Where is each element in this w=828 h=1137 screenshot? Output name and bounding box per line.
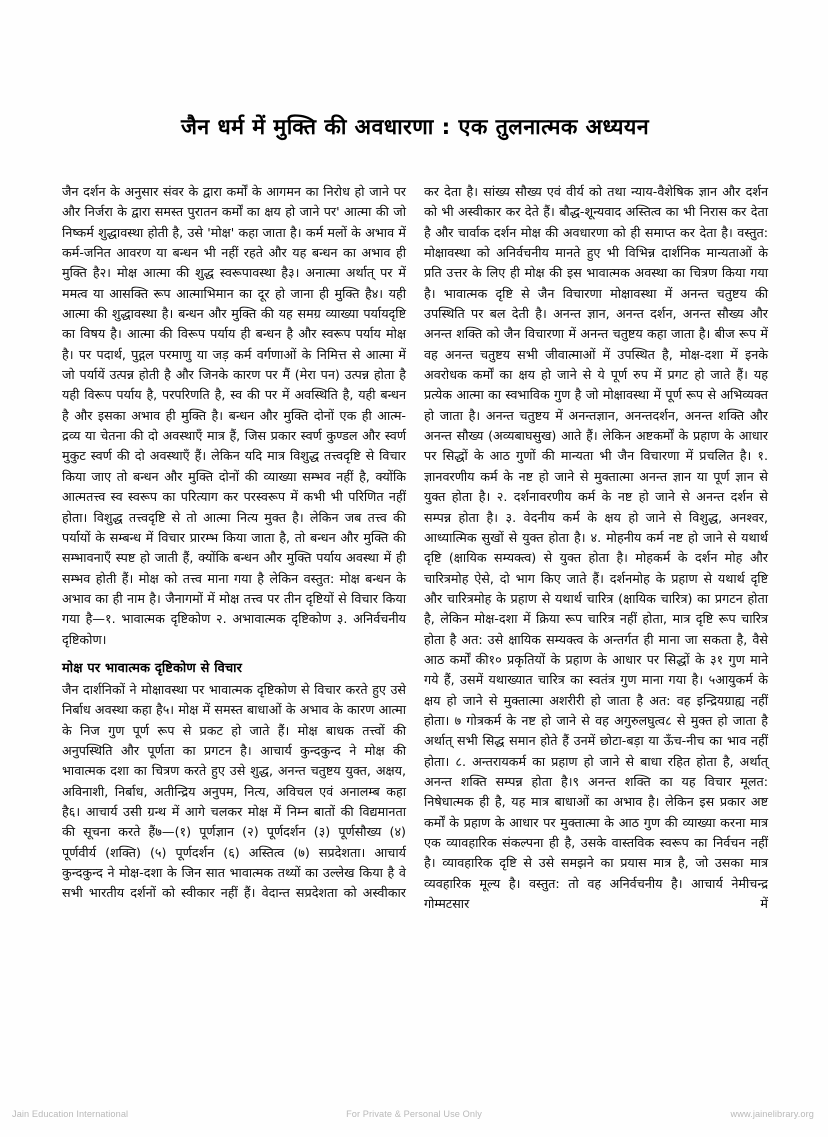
two-column-body <box>62 182 768 1077</box>
left-column <box>62 182 406 1077</box>
left-column-paragraph-1: जैन दर्शन के अनुसार संवर के द्वारा कर्मों के आगमन का निरोध हो जाने पर और निर्जरा के द्वारा समस्त पुरातन कर्मों का क्षय हो जाने पर' आत्मा की जो निष्कर्म शुद्धावस्था होती है, उसे 'मोक्ष' कहा जाता है। कर्म मलों के अभाव में कर्म-जनित आवरण या बन्धन भी नहीं रहते और यह बन्धन का अभाव ही मुक्ति है२। मोक्ष आत्मा की शुद्ध स्वरूपावस्था है३। अनात्मा अर्थात् पर में ममत्व या आसक्ति रूप आत्माभिमान का दूर हो जाना ही मुक्ति है४। यही आत्मा की शुद्धावस्था है। बन्धन और मुक्ति की यह समग्र व्याख्या पर्यायदृष्टि का विषय है। आत्मा की विरूप पर्याय ही बन्धन है और स्वरूप पर्याय मोक्ष है। पर पदार्थ, पुद्गल परमाणु या जड़ कर्म वर्गणाओं के निमित्त से आत्मा में जो पर्यायें उत्पन्न होती है और जिनके कारण पर मैं (मेरा पन) उत्पन्न होता है यही विरूप पर्याय है, परपरिणति है, स्व की पर में अवस्थिति है, यही बन्धन है और इसका अभाव ही मुक्ति है। बन्धन और मुक्ति दोनों एक ही आत्म-द्रव्य या चेतना की दो अवस्थाएँ मात्र हैं, जिस प्रकार स्वर्ण कुण्डल और स्वर्ण मुकुट स्वर्ण की दो अवस्थाएँ हैं। लेकिन यदि मात्र विशुद्ध तत्त्वदृष्टि से विचार किया जाए तो बन्धन और मुक्ति दोनों की व्याख्या सम्भव नहीं है, क्योंकि आत्मतत्त्व स्व स्वरूप का परित्याग कर परस्वरूप में कभी भी परिणित नहीं होता। विशुद्ध तत्त्वदृष्टि से तो आत्मा नित्य मुक्त है। लेकिन जब तत्त्व की पर्यायों के सम्बन्ध में विचार प्रारम्भ किया जाता है, तो बन्धन और मुक्ति की सम्भावनाएँ स्पष्ट हो जाती हैं, क्योंकि बन्धन और मुक्ति पर्याय अवस्था में ही सम्भव होती हैं। मोक्ष को तत्त्व माना गया है लेकिन वस्तुत: मोक्ष बन्धन के अभाव का ही नाम है। जैनागमों में मोक्ष तत्त्व पर तीन दृष्टियों से विचार किया गया है—१. भावात्मक दृष्टिकोण २. अभावात्मक दृष्टिकोण ३. अनिर्वचनीय दृष्टिकोण। <box>62 184 406 647</box>
page-title: जैन धर्म में मुक्ति की अवधारणा : एक तुलनात्मक अध्ययन <box>180 115 650 141</box>
right-column <box>424 182 768 1077</box>
section-subheading: मोक्ष पर भावात्मक दृष्टिकोण से विचार <box>62 660 243 676</box>
right-column-paragraph-1: कर देता है। सांख्य सौख्य एवं वीर्य को तथा न्याय-वैशेषिक ज्ञान और दर्शन को भी अस्वीकार कर देते हैं। बौद्ध-शून्यवाद अस्तित्व का भी निरास कर देता है और चार्वाक दर्शन मोक्ष की अवधारणा को ही समाप्त कर देता है। वस्तुत: मोक्षावस्था को अनिर्वचनीय मानते हुए भी विभिन्न दार्शनिक मान्यताओं के प्रति उत्तर के लिए ही मोक्ष की इस भावात्मक अवस्था का चित्रण किया गया है। भावात्मक दृष्टि से जैन विचारणा मोक्षावस्था में अनन्त चतुष्टय की उपस्थिति पर बल देती है। अनन्त ज्ञान, अनन्त दर्शन, अनन्त सौख्य और अनन्त शक्ति को जैन विचारणा में अनन्त चतुष्टय कहा जाता है। बीज रूप में वह अनन्त चतुष्टय सभी जीवात्माओं में उपस्थित है, मोक्ष-दशा में इनके अवरोधक कर्मों का क्षय हो जाने से ये पूर्ण रुप में प्रगट हो जाते हैं। यह प्रत्येक आत्मा का स्वभाविक गुण है जो मोक्षावस्था में पूर्ण रूप से अभिव्यक्त हो जाता है। अनन्त चतुष्टय में अनन्तज्ञान, अनन्तदर्शन, अनन्त शक्ति और अनन्त सौख्य (अव्यबाघसुख) आते हैं। लेकिन अष्टकर्मों के प्रहाण के आधार पर सिद्धों के आठ गुणों की मान्यता भी जैन विचारणा में प्रचलित है। १. ज्ञानवरणीय कर्म के नष्ट हो जाने से मुक्तात्मा अनन्त ज्ञान या पूर्ण ज्ञान से युक्त होता है। २. दर्शनावरणीय कर्म के नष्ट हो जाने से अनन्त दर्शन से सम्पन्न होता है। ३. वेदनीय कर्म के क्षय हो जाने से विशुद्ध, अनश्वर, आध्यात्मिक सुखों से युक्त होता है। ४. मोहनीय कर्म नष्ट हो जाने से यथार्थ दृष्टि (क्षायिक सम्यक्त्व) से युक्त होता है। मोहकर्म के दर्शन मोह और चारित्रमोह ऐसे, दो भाग किए जाते हैं। दर्शनमोह के प्रहाण से यथार्थ दृष्टि और चारित्रमोह के प्रहाण से यथार्थ चारित्र (क्षायिक चारित्र) का प्रगटन होता है, लेकिन मोक्ष-दशा में क्रिया रूप चारित्र नहीं होता, मात्र दृष्टि रूप चारित्र होता है अत: उसे क्षायिक सम्यक्त्व के अन्तर्गत ही माना जा सकता है, वैसे आठ कर्मों की१० प्रकृतियों के प्रहाण के आधार पर सिद्धों के ३१ गुण माने गये हैं, उसमें यथाख्यात चारित्र का स्वतंत्र गुण माना गया है। ५आयुकर्म के क्षय हो जाने से मुक्तात्मा अशरीरी हो जाता है अत: वह इन्द्रियग्राह्य नहीं होता। ७ गोत्रकर्म के नष्ट हो जाने से वह अगुरुलघुत्व८ से मुक्त हो जाता है अर्थात् सभी सिद्ध समान होते हैं उनमें छोटा-बड़ा या ऊँच-नीच का भाव नहीं होता। ८. अन्तरायकर्म का प्रहाण हो जाने से बाधा रहित होता है, अर्थात् अनन्त शक्ति सम्पन्न होता है।९ अनन्त शक्ति का यह विचार मूलत: निषेधात्मक ही है, यह मात्र बाधाओं का अभाव है। लेकिन इस प्रकार अष्ट कर्मों के प्रहाण के आधार पर मुक्तात्मा के आठ गुण की व्याख्या करना मात्र एक व्यावहारिक संकल्पना ही है, उसके वास्तविक स्वरूप का निर्वचन नहीं है। व्यावहारिक दृष्टि से उसे समझने का प्रयास मात्र है, जो उसका मात्र व्यवहारिक मूल्य है। वस्तुत: तो वह अनिर्वचनीय है। आचार्य नेमीचन्द्र गोम्मटसार में <box>424 184 768 912</box>
left-column-paragraph-2: जैन दार्शनिकों ने मोक्षावस्था पर भावात्मक दृष्टिकोण से विचार करते हुए उसे निर्बाध अवस्था कहा है५। मोक्ष में समस्त बाधाओं के अभाव के कारण आत्मा के निज गुण पूर्ण रूप से प्रकट हो जाते हैं। मोक्ष बाधक तत्त्वों की अनुपस्थिति और पूर्णता का प्रगटन है। आचार्य कुन्दकुन्द ने मोक्ष की भावात्मक दशा का चित्रण करते हुए उसे शुद्ध, अनन्त चतुष्टय युक्त, अक्षय, अविनाशी, निर्बाध, अतीन्द्रिय अनुपम, नित्य, अविचल एवं अनालम्ब कहा है६। आचार्य उसी ग्रन्थ में आगे चलकर मोक्ष में निम्न बातों की विद्यमानता की सूचना करते हैं७—(१) पूर्णज्ञान (२) पूर्णदर्शन (३) पूर्णसौख्य (४) पूर्णवीर्य (शक्ति) (५) पूर्णदर्शन (६) अस्तित्व (७) सप्रदेशता। आचार्य कुन्दकुन्द ने मोक्ष-दशा के जिन सात भावात्मक तथ्यों का उल्लेख किया है वे सभी भारतीय दर्शनों को स्वीकार नहीं हैं। वेदान्त सप्रदेशता को अस्वीकार <box>62 681 406 901</box>
footer-usage-notice: For Private & Personal Use Only <box>346 1109 482 1119</box>
footer-publisher: Jain Education International <box>12 1109 129 1119</box>
page-footer <box>0 1104 828 1124</box>
footer-website[interactable]: www.jainelibrary.org <box>730 1109 814 1119</box>
